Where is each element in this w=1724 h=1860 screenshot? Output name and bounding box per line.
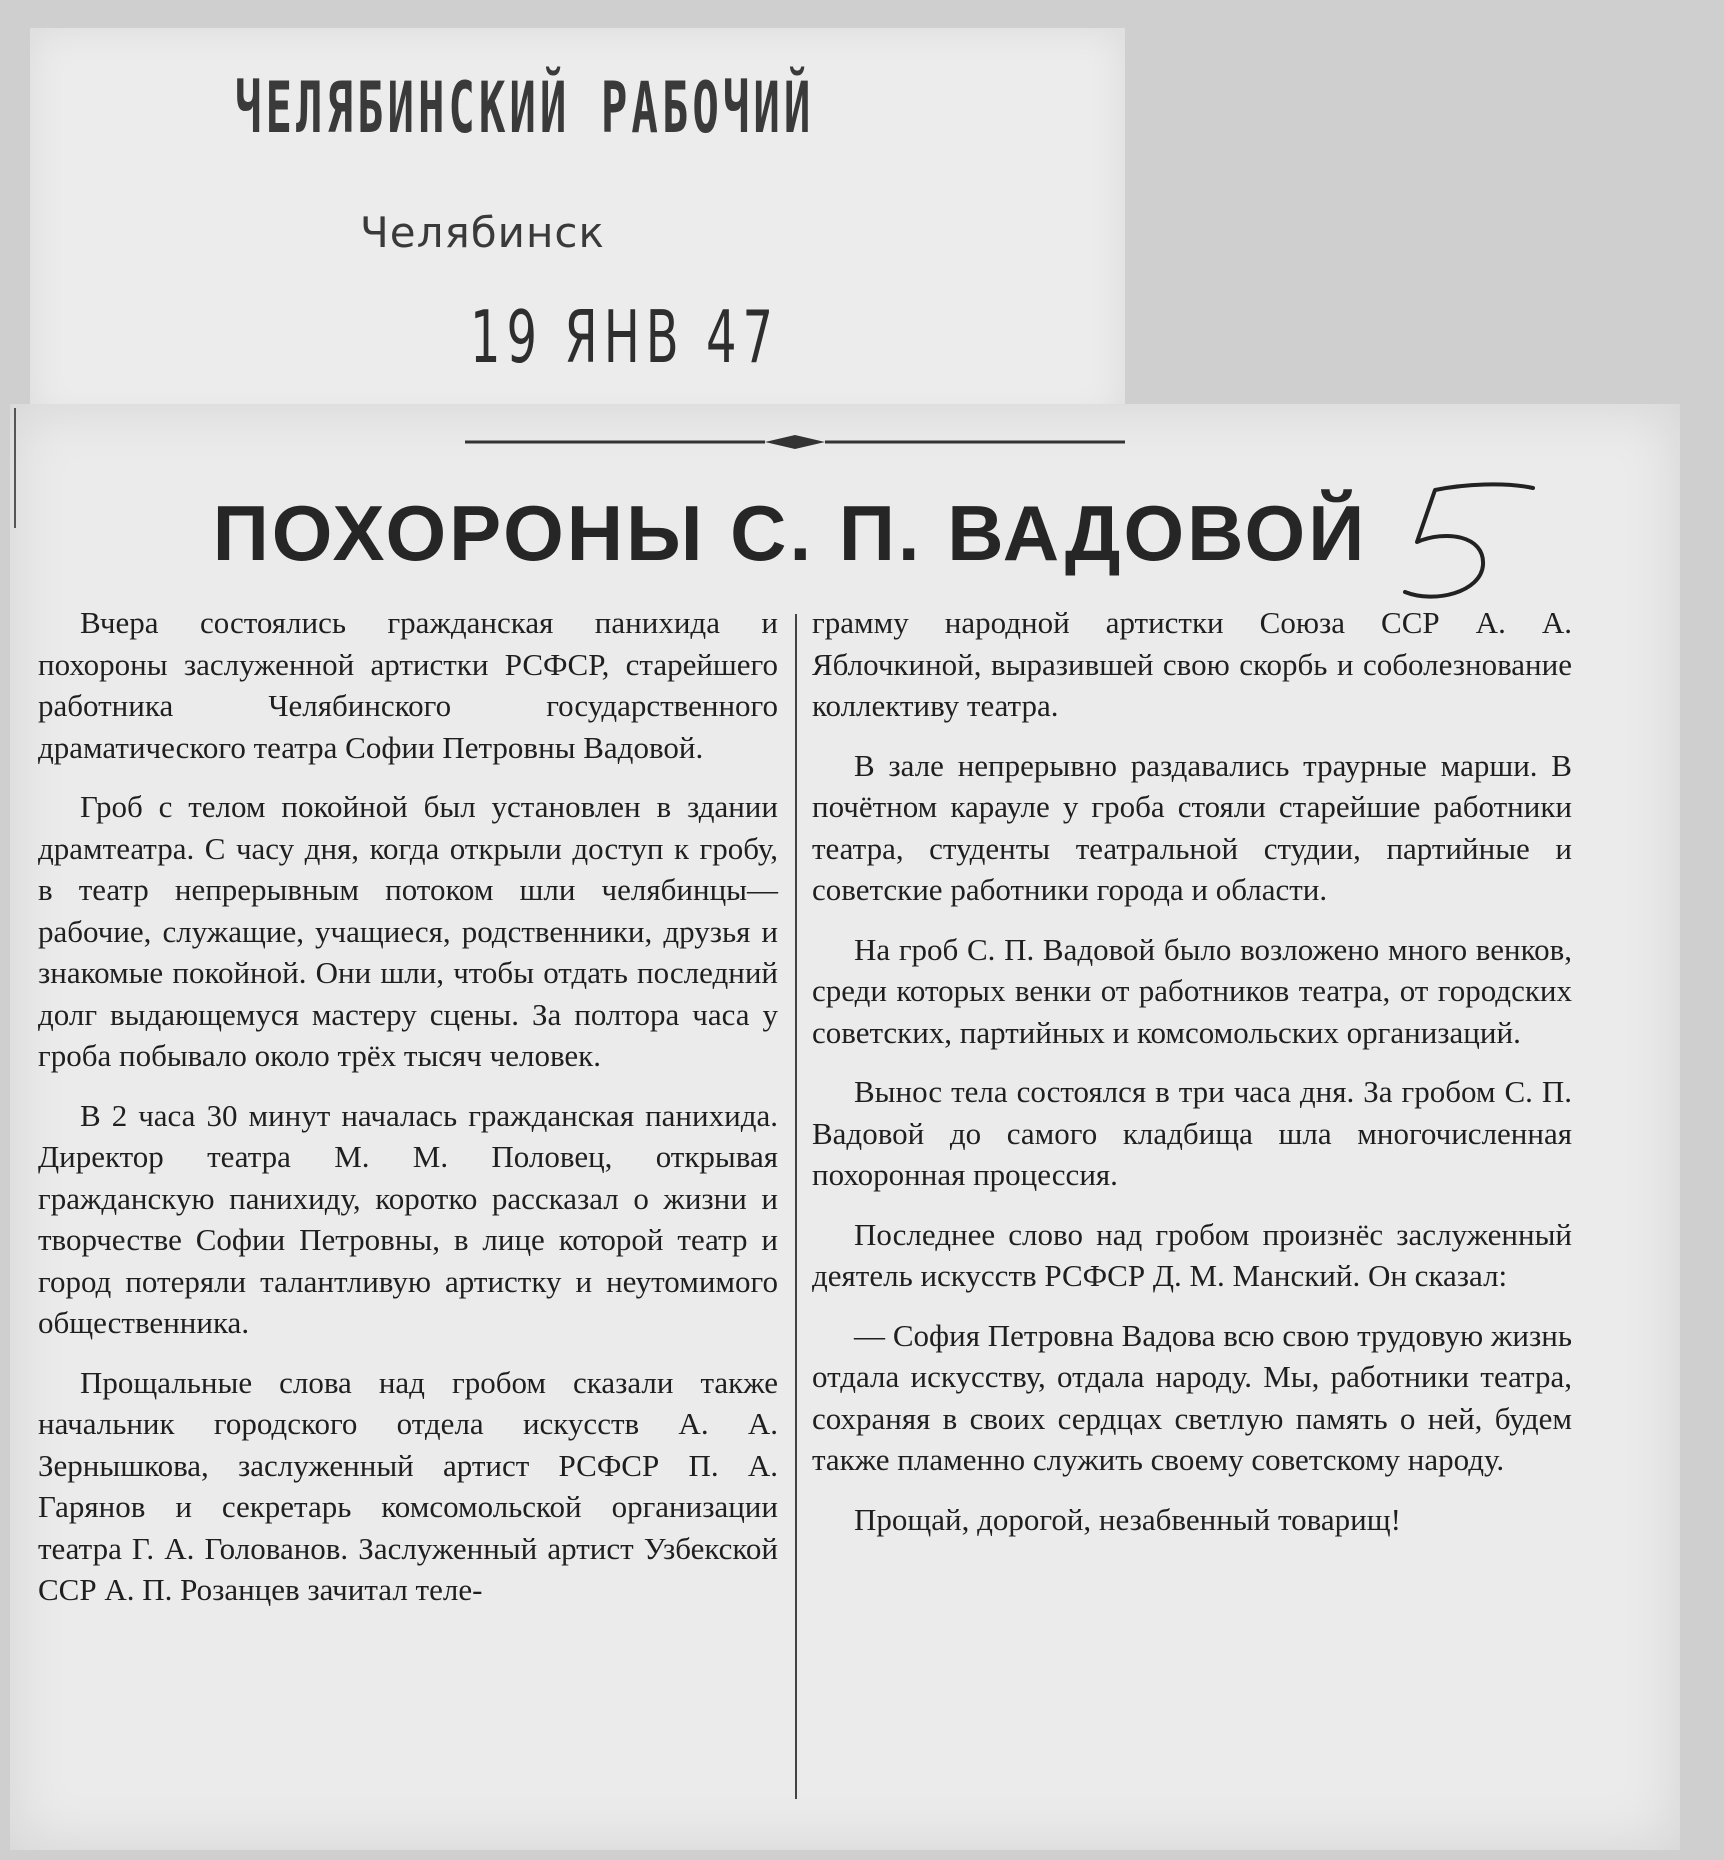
paragraph: Последнее слово над гробом произнёс заслуженный деятель искусств РСФСР Д. М. Манский. Он сказал: <box>812 1216 1572 1293</box>
paragraph: Вчера состоялись гражданская панихида и похороны заслуженной артистки РСФСР, старейшего работника Челябинского государственного драматического театра Софии Петровны Вадовой. <box>38 605 778 765</box>
clipping-stamp <box>30 28 1125 423</box>
article-headline: ПОХОРОНЫ С. П. ВАДОВОЙ <box>212 489 1368 577</box>
newspaper-name-stamp: ЧЕЛЯБИНСКИЙ РАБОЧИЙ <box>235 68 815 150</box>
paragraph-continuation: грамму народной артистки Союза ССР А. А. Яблочкиной, выразившей свою скорбь и соболезнование коллективу театра. <box>812 605 1572 723</box>
article-column-right <box>812 602 1572 1558</box>
paragraph: Прощальные слова над гробом сказали также начальник городского отдела искусств А. А. Зернышкова, заслуженный артист РСФСР П. А. Гарянов и секретарь комсомольской организации театра Г. А. Голованов. Заслуженный артист Узбекской ССР А. П. Розанцев зачитал теле- <box>38 1364 778 1607</box>
paragraph: На гроб С. П. Вадовой было возложено много венков, среди которых венки от работников театра, от городских советских, партийных и комсомольских организаций. <box>812 931 1572 1050</box>
column-divider <box>795 614 797 1799</box>
quote-paragraph: — София Петровна Вадова всю свою трудовую жизнь отдала искусству, отдала народу. Мы, работники театра, сохраняя в своих сердцах светлую память о ней, будем также пламенно служить своему советскому народу. <box>812 1317 1572 1477</box>
paragraph: В зале непрерывно раздавались траурные марши. В почётном карауле у гроба стояли старейшие работники театра, студенты театральной студии, партийные и советские работники города и области. <box>812 747 1572 907</box>
paragraph: Вынос тела состоялся в три часа дня. За гробом С. П. Вадовой до самого кладбища шла многочисленная похоронная процессия. <box>812 1074 1572 1192</box>
city-stamp: Челябинск <box>360 208 605 257</box>
ornament-rule-icon <box>465 434 1125 450</box>
newspaper-clipping <box>10 404 1680 1850</box>
handwritten-page-number <box>1395 480 1535 610</box>
article-column-left <box>38 602 778 1629</box>
closing-paragraph: Прощай, дорогой, незабвенный товарищ! <box>854 1501 1401 1537</box>
paragraph: Гроб с телом покойной был установлен в здании драмтеатра. С часу дня, когда открыли доступ к гробу, в театр непрерывным потоком шли челябинцы—рабочие, служащие, учащиеся, родственники, друзья и знакомые покойной. Они шли, чтобы отдать последний долг выдающемуся мастеру сцены. За полтора часа у гроба побывало около трёх тысяч человек. <box>38 789 778 1073</box>
paragraph: В 2 часа 30 минут началась гражданская панихида. Директор театра М. М. Половец, открывая гражданскую панихиду, коротко рассказал о жизни и творчестве Софии Петровны, в лице которой театр и город потеряли талантливую артистку и неутомимого общественника. <box>38 1097 778 1340</box>
date-stamp: 19 ЯНВ 47 <box>470 296 780 380</box>
